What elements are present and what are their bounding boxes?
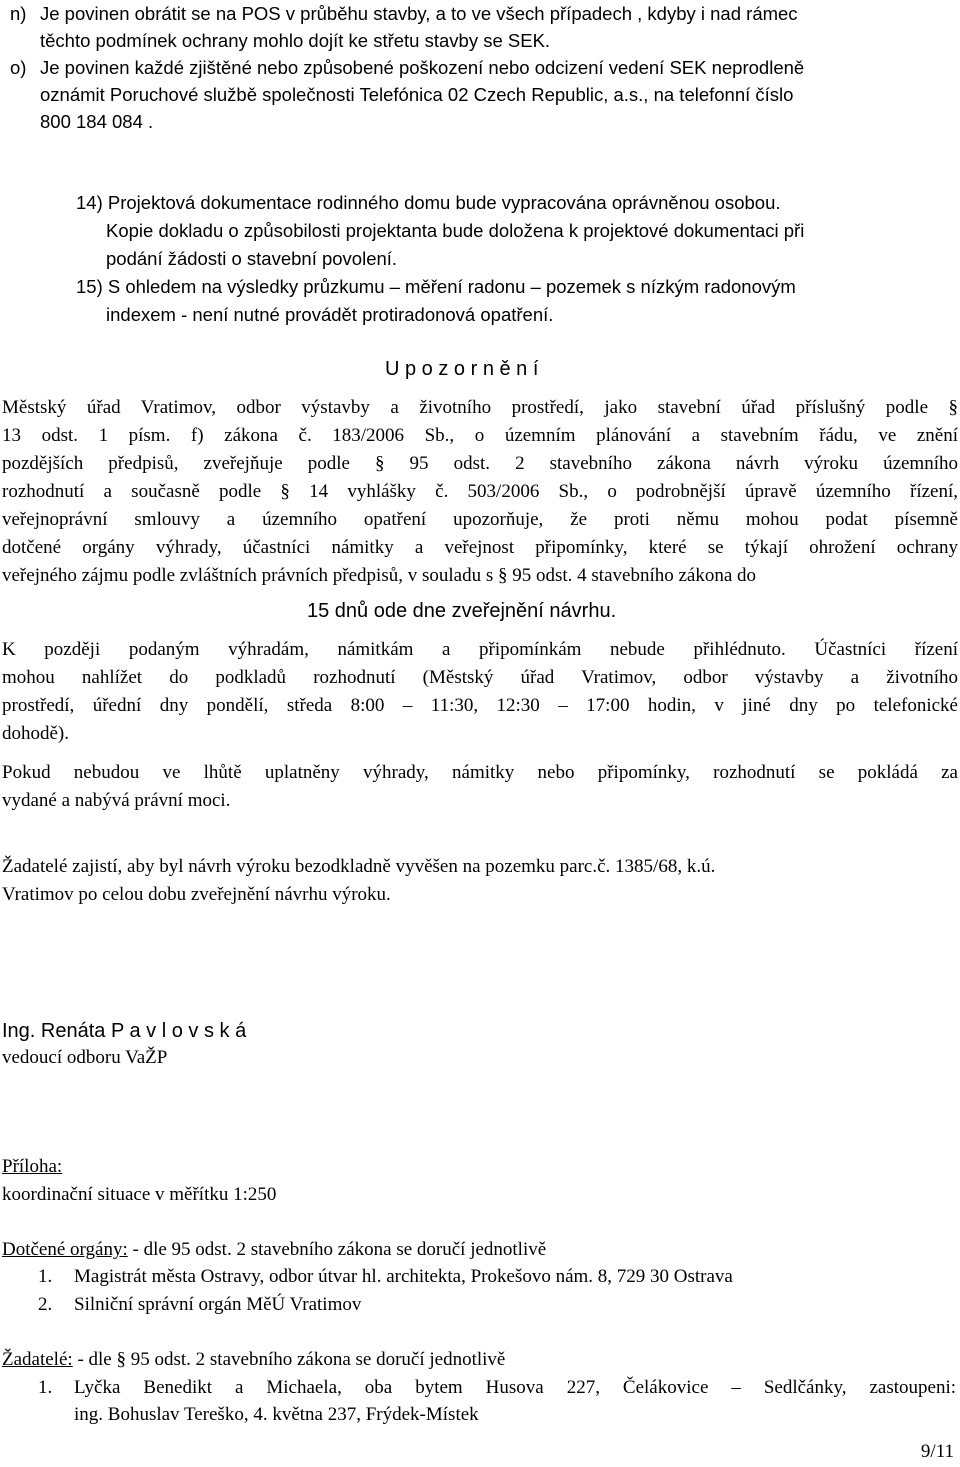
applicants-list-label: Žadatelé:: [2, 1349, 73, 1370]
item-14-line2: Kopie dokladu o způsobilosti projektanta bude doložena k projektové dokumentaci při: [106, 220, 805, 241]
item-15-line2: [106, 306, 553, 325]
attachment-label: Příloha:: [2, 1156, 63, 1177]
applicants-list-text: - dle § 95 odst. 2 stavebního zákona se doručí jednotlivě: [72, 1349, 506, 1370]
late-line-2: mohou nahlížet do podkladů rozhodnutí (Městský úřad Vratimov, odbor výstavby a životního: [2, 667, 958, 688]
objection-line-2: vydané a nabývá právní moci.: [2, 790, 231, 811]
affected-bodies-header: [2, 1240, 546, 1259]
signature-role: vedoucí odboru VaŽP: [2, 1047, 168, 1068]
affected-item-1-num: 1.: [38, 1266, 53, 1287]
notice-line-1: Městský úřad Vratimov, odbor výstavby a životního prostředí, jako stavební úřad příslušný podle §: [2, 397, 958, 418]
applicants-line-2: Vratimov po celou dobu zveřejnění návrhu výroku.: [2, 884, 391, 905]
affected-bodies-label: Dotčené orgány:: [2, 1239, 128, 1260]
notice-line-6: dotčené orgány výhrady, účastníci námitky a veřejnost připomínky, které se týkají ohrožení ochrany: [2, 537, 958, 558]
item-n-line1: Je povinen obrátit se na POS v průběhu stavby, a to ve všech případech , kdyby i nad rámec: [40, 3, 798, 24]
applicant-item-1-line1: Lyčka Benedikt a Michaela, oba bytem Husova 227, Čelákovice – Sedlčánky, zastoupeni:: [74, 1377, 956, 1398]
applicants-line-1: Žadatelé zajistí, aby byl návrh výroku bezodkladně vyvěšen na pozemku parc.č. 1385/68, k.ú.: [2, 856, 716, 877]
late-line-4: dohodě).: [2, 723, 70, 744]
notice-line-4: rozhodnutí a současně podle § 14 vyhlášky č. 503/2006 Sb., o podrobnější úpravě územního řízení,: [2, 481, 958, 502]
deadline: 15 dnů ode dne zveřejnění návrhu.: [307, 600, 617, 622]
item-14-line1: 14) Projektová dokumentace rodinného domu bude vypracována oprávněnou osobou.: [76, 192, 781, 213]
affected-bodies-text: - dle 95 odst. 2 stavebního zákona se doručí jednotlivě: [127, 1239, 547, 1260]
late-line-1: K později podaným výhradám, námitkám a připomínkám nebude přihlédnuto. Účastníci řízení: [2, 639, 958, 660]
notice-heading: U p o z o r n ě n í: [385, 358, 539, 380]
affected-item-1-text: Magistrát města Ostravy, odbor útvar hl. architekta, Prokešovo nám. 8, 729 30 Ostrava: [74, 1266, 733, 1287]
item-n-marker: n): [10, 3, 27, 24]
item-15-prefix: 15) S ohledem na výsledky průzkumu – měření radonu –: [76, 276, 546, 297]
applicant-item-1-num: 1.: [38, 1377, 53, 1398]
signature-name: Ing. Renáta P a v l o v s k á: [2, 1020, 247, 1042]
affected-item-2-text: Silniční správní orgán MěÚ Vratimov: [74, 1294, 362, 1315]
applicants-list-header: [2, 1350, 505, 1369]
attachment-text: koordinační situace v měřítku 1:250: [2, 1184, 277, 1205]
item-o-line1: Je povinen každé zjištěné nebo způsobené poškození nebo odcizení vedení SEK neprodleně: [40, 57, 805, 78]
notice-line-2: 13 odst. 1 písm. f) zákona č. 183/2006 Sb., o územním plánování a stavebním řádu, ve znění: [2, 425, 958, 446]
notice-line-7: veřejného zájmu podle zvláštních právních předpisů, v souladu s § 95 odst. 4 stavebního zákona do: [2, 565, 757, 586]
page-number: 9/11: [920, 1441, 954, 1462]
notice-line-3: pozdějších předpisů, zveřejňuje podle § 95 odst. 2 stavebního zákona návrh výroku územního: [2, 453, 958, 474]
item-o-marker: o): [10, 57, 27, 78]
item-15-emph1: pozemek s nízkým radonovým: [545, 276, 796, 297]
item-14-line3: podání žádosti o stavební povolení.: [106, 248, 398, 269]
item-n-line2: těchto podmínek ochrany mohlo dojít ke střetu stavby se SEK.: [40, 30, 551, 51]
late-line-3: prostředí, úřední dny pondělí, středa 8:00 – 11:30, 12:30 – 17:00 hodin, v jiné dny po telefonické: [2, 695, 958, 716]
affected-item-2-num: 2.: [38, 1294, 53, 1315]
objection-line-1: Pokud nebudou ve lhůtě uplatněny výhrady, námitky nebo připomínky, rozhodnutí se pokládá za: [2, 762, 958, 783]
item-15-emph2: indexem -: [106, 304, 193, 325]
item-o-line2: oznámit Poruchové službě společnosti Telefónica 02 Czech Republic, a.s., na telefonní číslo: [40, 84, 794, 105]
item-15-line1: [76, 278, 796, 297]
applicant-item-1-line2: ing. Bohuslav Tereško, 4. května 237, Frýdek-Místek: [74, 1404, 479, 1425]
notice-line-5: veřejnoprávní smlouvy a územního opatření upozorňuje, že proti němu mohou podat písemně: [2, 509, 958, 530]
item-15-rest: není nutné provádět protiradonová opatření.: [192, 304, 554, 325]
item-o-line3: 800 184 084 .: [40, 111, 154, 132]
